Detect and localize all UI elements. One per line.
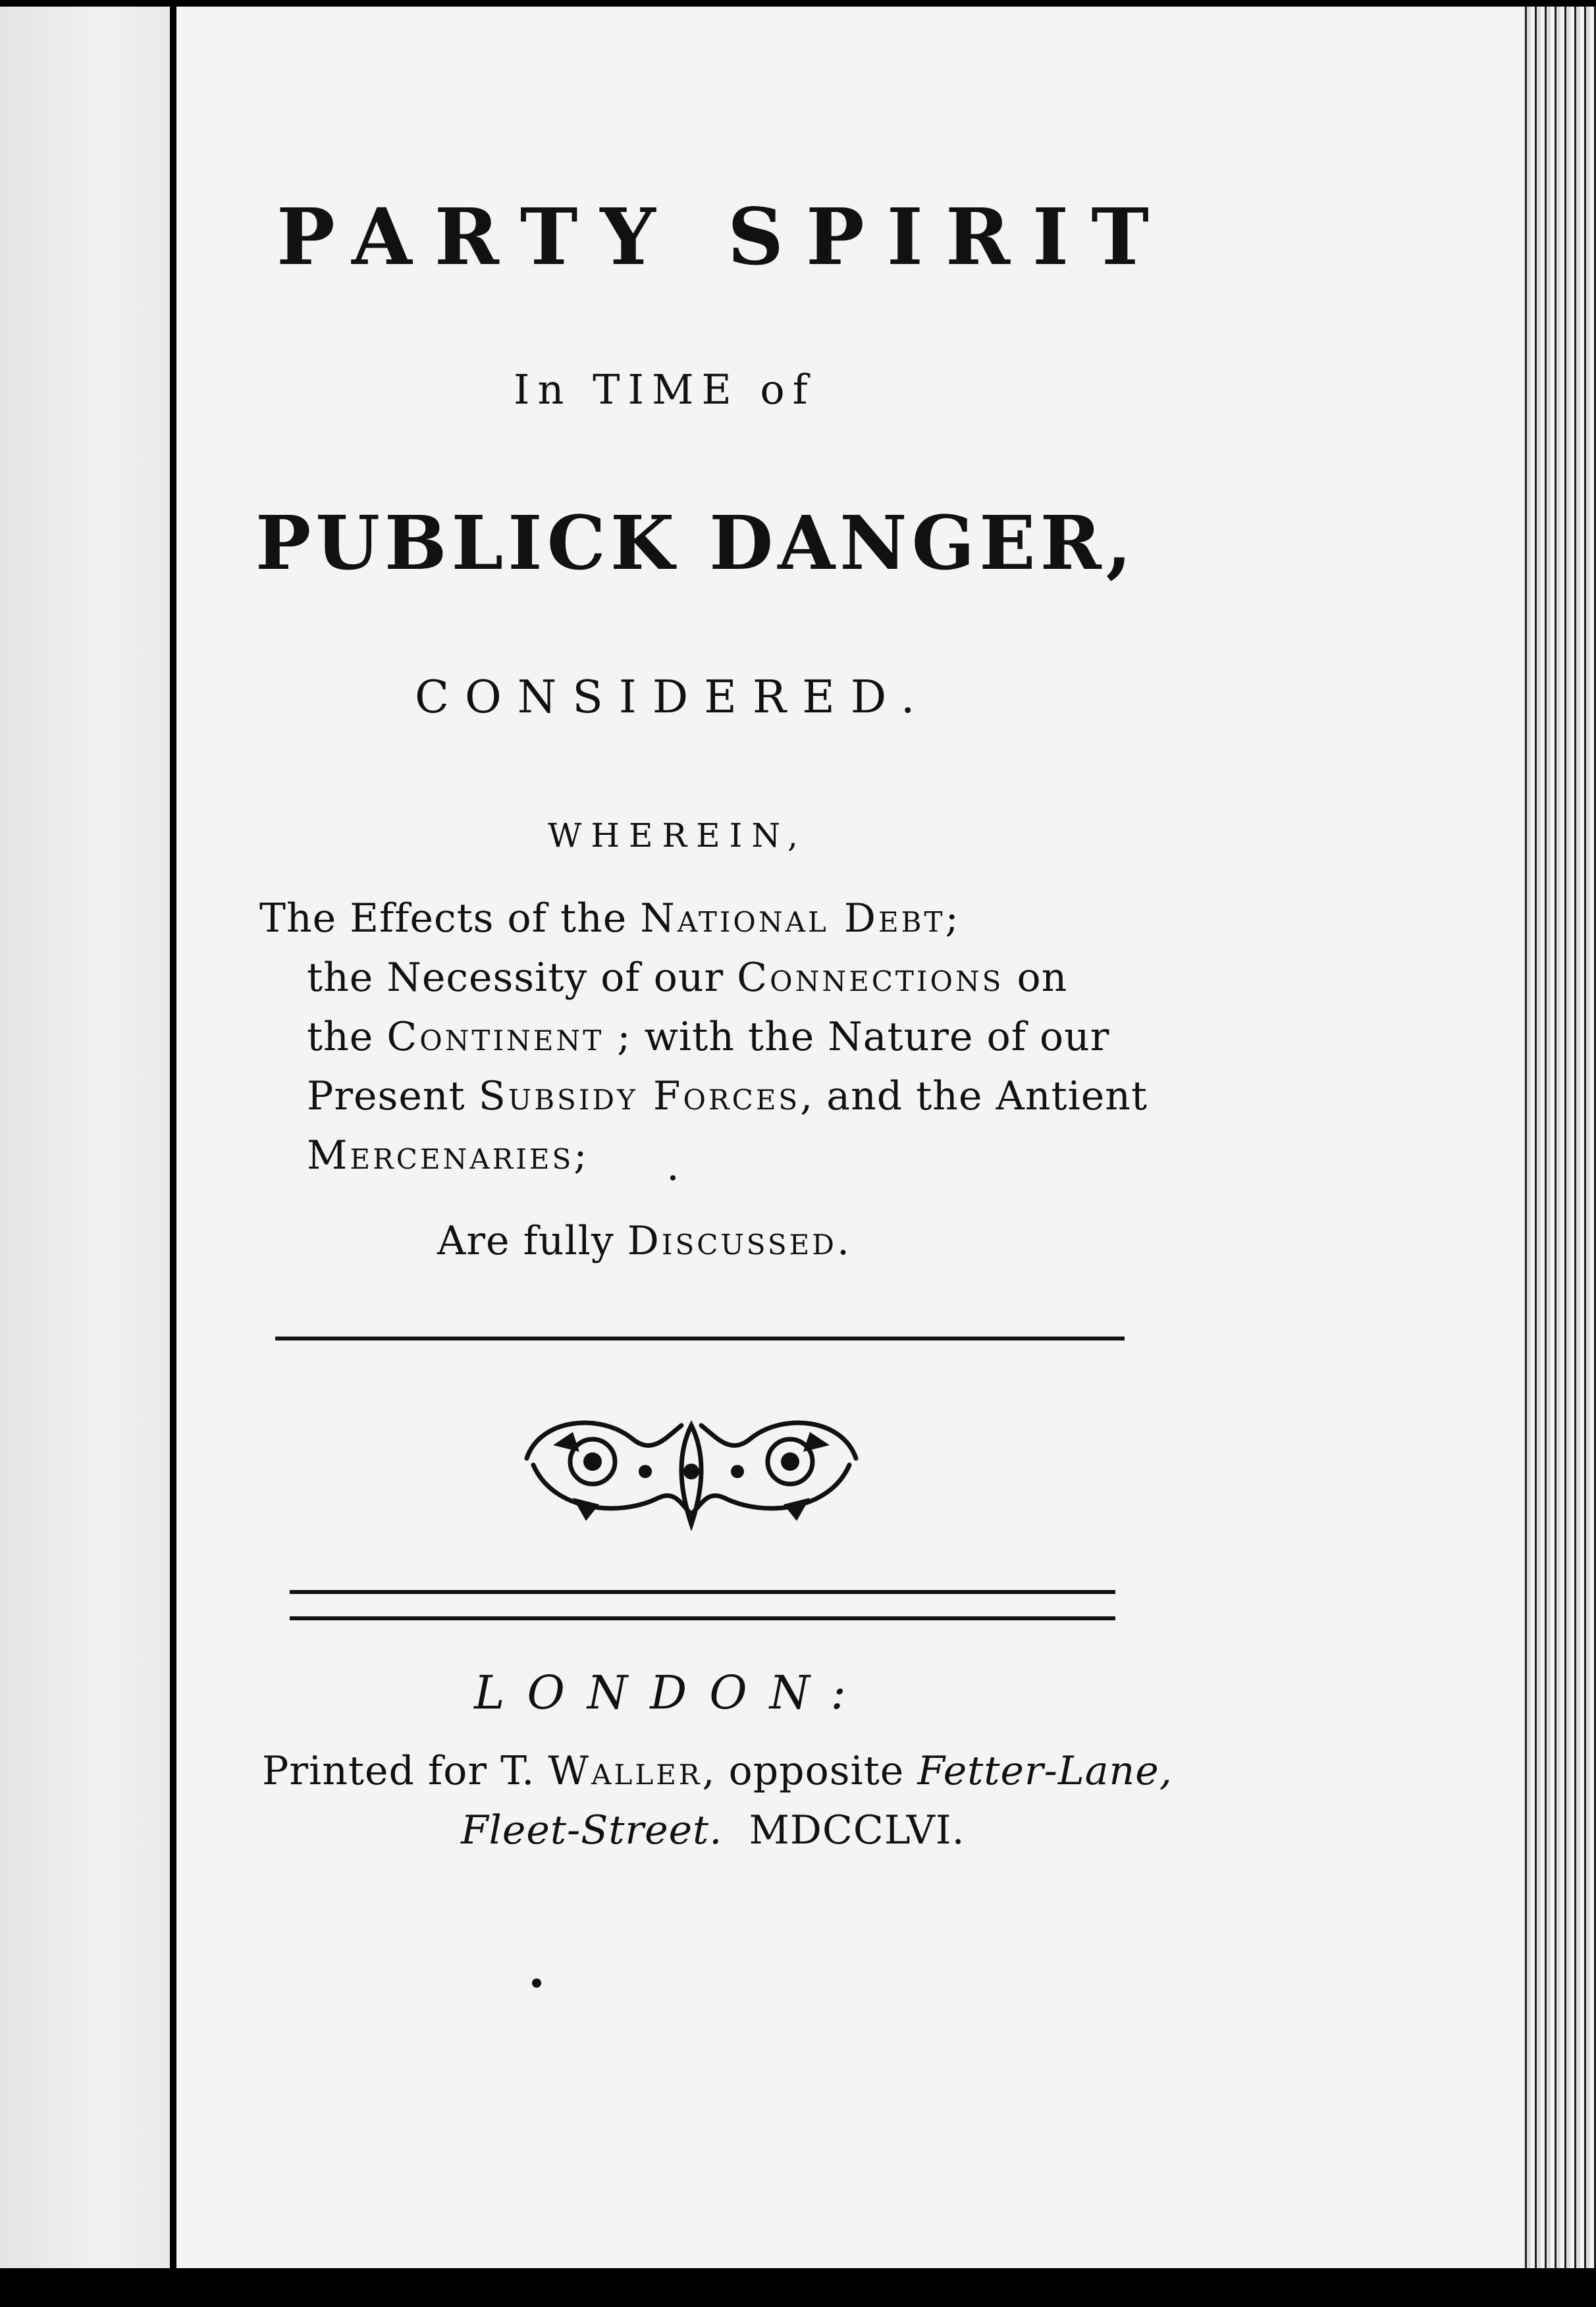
page-stack-edge (1521, 0, 1596, 2307)
subject-heading: PUBLICK DANGER, (255, 500, 1136, 587)
description-smallcaps: Discussed (627, 1218, 837, 1264)
description-smallcaps: Connections (737, 955, 1004, 1001)
description-smallcaps: Continent (386, 1014, 604, 1060)
description-line-2 (307, 955, 1067, 1001)
scan-border-top (0, 0, 1596, 7)
horizontal-rule-double-2 (290, 1616, 1115, 1620)
imprint-text: Printed for T. (262, 1748, 548, 1794)
imprint-printed-for (262, 1748, 1173, 1794)
wherein-heading: WHEREIN, (548, 816, 807, 855)
horizontal-rule-double-1 (290, 1590, 1115, 1594)
description-line-3 (307, 1014, 1109, 1060)
considered-heading: CONSIDERED. (415, 672, 931, 724)
imprint-year: MDCCLVI. (749, 1807, 965, 1853)
horizontal-rule-top (275, 1337, 1125, 1340)
book-gutter (170, 0, 176, 2271)
description-text: Present (307, 1073, 479, 1119)
description-text: , and the Antient (800, 1073, 1148, 1119)
description-text: on (1003, 955, 1068, 1001)
description-line-4 (307, 1073, 1148, 1119)
description-text: ; (945, 895, 959, 941)
description-line-6 (437, 1218, 850, 1264)
description-smallcaps: Mercenaries (307, 1132, 574, 1179)
description-text: Are fully (437, 1218, 627, 1264)
ink-speck (670, 1175, 676, 1180)
main-title: PARTY SPIRIT (277, 191, 1172, 282)
scan-border-bottom (0, 2268, 1596, 2307)
imprint-lane: Fetter-Lane, (917, 1748, 1173, 1794)
imprint-printer-name: Waller (548, 1748, 703, 1794)
imprint-city: LONDON: (474, 1666, 868, 1720)
subtitle-in-time-of: In TIME of (514, 365, 816, 413)
left-page-edge (0, 0, 173, 2307)
description-text: The Effects of the (259, 895, 641, 941)
description-text: ; (573, 1132, 588, 1179)
description-text: the Necessity of our (307, 955, 737, 1001)
imprint-street-year (461, 1807, 988, 1853)
description-text: the (307, 1014, 387, 1060)
floral-ornament-icon (514, 1399, 869, 1531)
description-line-1 (259, 895, 959, 941)
description-smallcaps: National Debt (640, 895, 945, 941)
description-text: ; with the Nature of our (604, 1014, 1110, 1060)
imprint-text: , opposite (702, 1748, 918, 1794)
description-text: . (836, 1218, 851, 1264)
ink-speck (532, 1978, 541, 1988)
description-smallcaps: Subsidy Forces (478, 1073, 801, 1119)
description-line-5 (307, 1132, 587, 1179)
imprint-street: Fleet-Street. (461, 1807, 723, 1853)
